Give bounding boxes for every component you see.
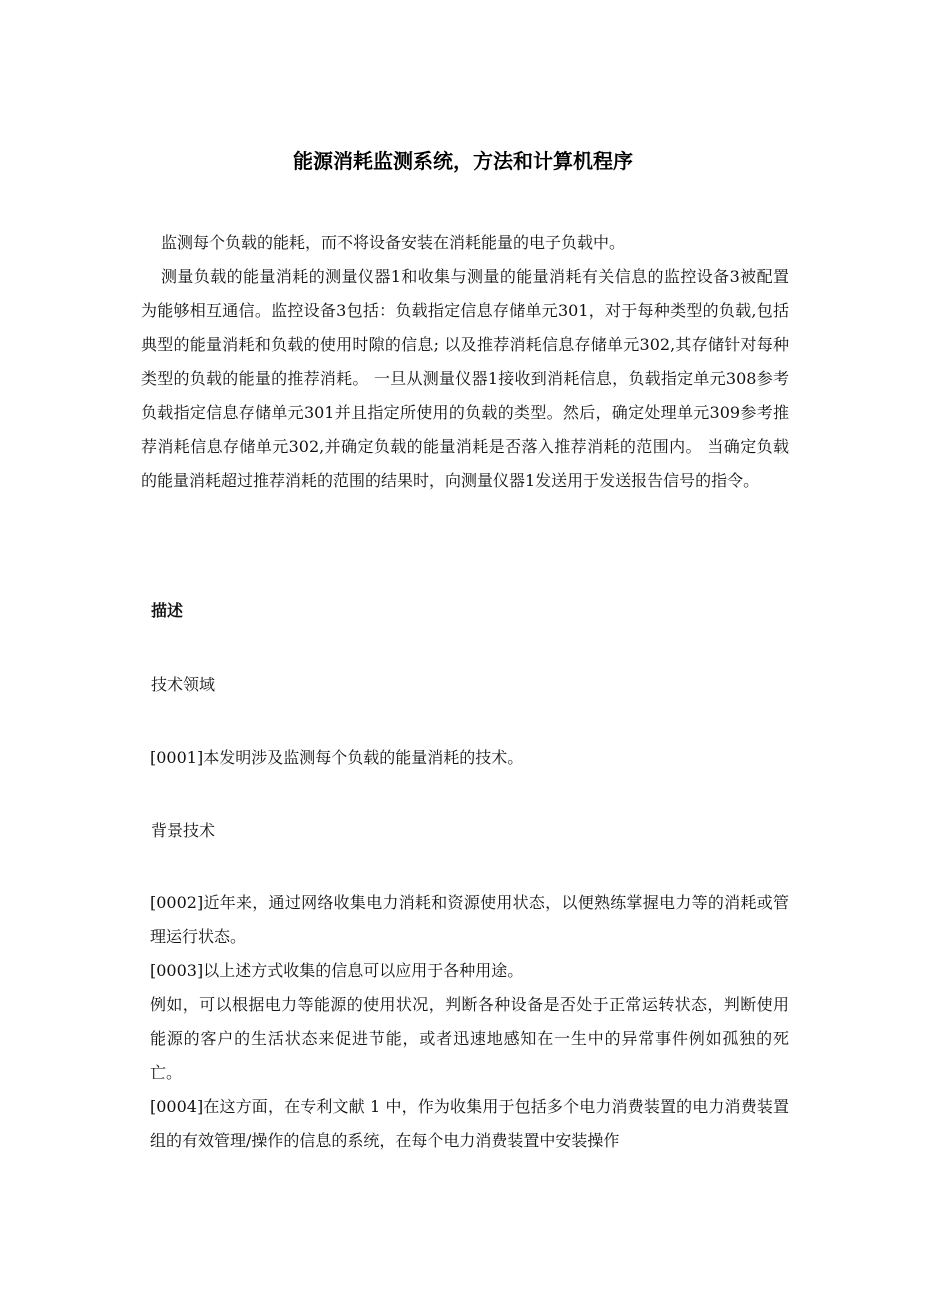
tech-field-heading: 技术领域 bbox=[151, 675, 216, 694]
background-paragraphs bbox=[150, 886, 789, 1158]
paragraph-0003-continued: 例如，可以根据电力等能源的使用状况，判断各种设备是否处于正常运转状态，判断使用能源的客户的生活状态来促进节能，或者迅速地感知在一生中的异常事件例如孤独的死亡。 bbox=[150, 995, 789, 1082]
abstract-paragraph-2: 测量负载的能量消耗的测量仪器1和收集与测量的能量消耗有关信息的监控设备3被配置为能够相互通信。监控设备3包括：负载指定信息存储单元301，对于每种类型的负载,包括典型的能量消耗和负载的使用时隙的信息; 以及推荐消耗信息存储单元302,其存储针对每种类型的负载的能量的推荐消耗。 一旦从测量仪器1接收到消耗信息，负载指定单元308参考负载指定信息存储单元301并且指定所使用的负载的类型。然后，确定处理单元309参考推荐消耗信息存储单元302,并确定负载的能量消耗是否落入推荐消耗的范围内。 当确定负载的能量消耗超过推荐消耗的范围的结果时，向测量仪器1发送用于发送报告信号的指令。 bbox=[141, 267, 789, 490]
paragraph-0001 bbox=[150, 741, 789, 775]
paragraph-0004: [0004]在这方面，在专利文献 1 中，作为收集用于包括多个电力消费装置的电力消费装置组的有效管理/操作的信息的系统，在每个电力消费装置中安装操作 bbox=[150, 1097, 789, 1150]
paragraph-0002: [0002]近年来，通过网络收集电力消耗和资源使用状态，以便熟练掌握电力等的消耗或管理运行状态。 bbox=[150, 893, 789, 946]
abstract-paragraph-1: 监测每个负载的能耗，而不将设备安装在消耗能量的电子负载中。 bbox=[161, 233, 626, 252]
paragraph-0003: [0003]以上述方式收集的信息可以应用于各种用途。 bbox=[150, 961, 524, 980]
document-title: 能源消耗监测系统，方法和计算机程序 bbox=[293, 149, 633, 173]
paragraph-0001-text: [0001]本发明涉及监测每个负载的能量消耗的技术。 bbox=[150, 748, 524, 767]
abstract bbox=[141, 226, 789, 498]
description-heading: 描述 bbox=[151, 601, 184, 620]
background-heading: 背景技术 bbox=[151, 821, 216, 840]
